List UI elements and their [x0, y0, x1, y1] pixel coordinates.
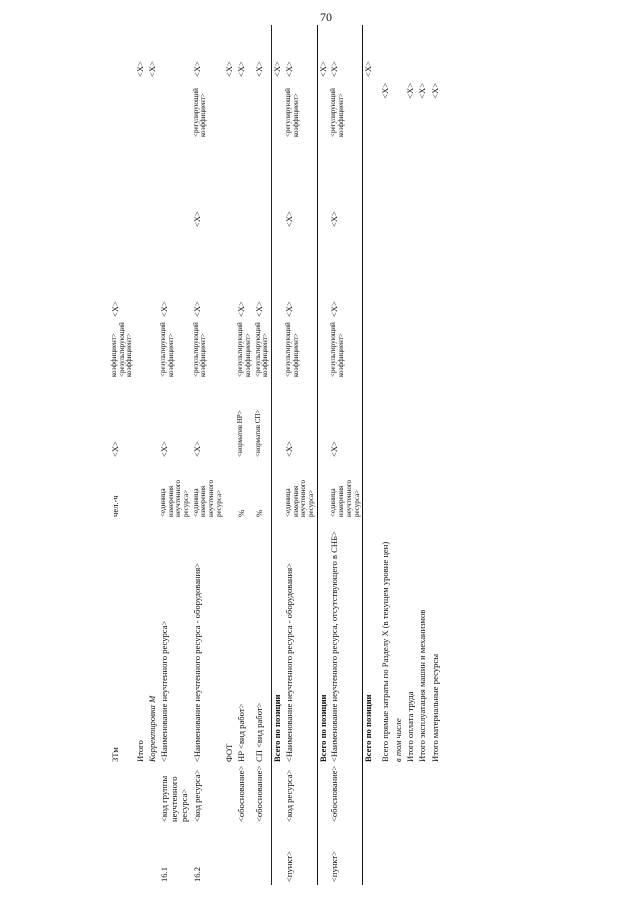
label-ztm: ЗТм	[110, 747, 120, 762]
ph-x: <X>	[146, 61, 157, 77]
row-coef: <результирующий коэффициент>	[283, 322, 300, 377]
label-vsego-po-pozicii: Всего по позиции	[271, 520, 283, 765]
estimate-table	[110, 25, 375, 885]
table-row	[271, 25, 283, 885]
list-item	[429, 25, 441, 885]
table-row	[224, 25, 236, 885]
ph-x: <X>	[158, 301, 169, 317]
ph-x: <X>	[135, 61, 146, 77]
row-unit: %	[253, 509, 264, 517]
row-coef: <результирующий коэффициент>	[329, 322, 346, 377]
row-norm: <норматив НР>	[236, 410, 245, 457]
row-code: <код ресурса>	[283, 769, 294, 822]
table-row	[135, 25, 147, 885]
total-label: в том числе	[392, 718, 403, 762]
page-number: 70	[320, 10, 332, 24]
row-name: СП <вид работ>	[253, 702, 264, 762]
ph-x: <X>	[191, 61, 202, 77]
ph-x: <X>	[283, 61, 294, 77]
row-name: <Наименование неучтенного ресурса - оборудования>	[283, 562, 294, 762]
row-coef: <результирующий коэффициент>	[191, 322, 208, 377]
label-itogo: Итого	[135, 740, 146, 762]
ph-x: <X>	[191, 211, 202, 227]
table-row	[284, 25, 317, 885]
row-code: <обоснование>	[253, 765, 264, 822]
row-code: <код ресурса>	[191, 769, 202, 822]
row-reg-coef: <регулирующий коэффициент>	[329, 88, 346, 137]
row-reg-coef: <регулирующий коэффициент>	[283, 88, 300, 137]
ph-x: <X>	[283, 441, 294, 457]
label-chel-ch: чел.-ч	[110, 495, 120, 517]
row-coef: <результирующий коэффициент>	[236, 322, 252, 377]
ph-x: <X>	[236, 61, 247, 77]
ph-x: <X>	[329, 301, 340, 317]
row-name: <Наименование неучтенного ресурса - оборудования>	[191, 562, 202, 762]
row-point: <пункт>	[283, 850, 294, 882]
ph-x: <X>	[236, 301, 247, 317]
label-vsego-po-pozicii: Всего по позиции	[317, 520, 329, 765]
row-unit: <единица измерения неучтенного ресурса>	[191, 479, 223, 517]
row-code: <код группы неучтенного ресурса>	[158, 775, 189, 822]
row-unit: <единица измерения неучтенного ресурса>	[329, 479, 361, 517]
ph-x: <X>	[380, 82, 391, 99]
ph-x: <X>	[158, 441, 169, 457]
row-name: <Наименование неучтенного ресурса, отсутствующего в СНБ>	[329, 531, 340, 762]
table-row	[192, 25, 225, 885]
row-norm: <норматив СП>	[253, 409, 262, 457]
ph-x: <X>	[191, 301, 202, 317]
row-name: НР <вид работ>	[236, 703, 247, 762]
row-unit: <единица измерения неучтенного ресурса>	[283, 479, 315, 517]
ph-x: <X>	[191, 441, 202, 457]
row-code: <обоснование>	[236, 765, 247, 822]
ph-x: <X>	[329, 211, 340, 227]
label-fot: ФОТ	[224, 743, 235, 762]
ph-x: <X>	[417, 82, 428, 99]
table-row	[317, 25, 329, 885]
ph-x: <X>	[429, 82, 440, 99]
total-label: Итого оплата труда	[404, 691, 415, 762]
totals-block	[379, 25, 441, 885]
ph-x: <X>	[224, 61, 235, 77]
total-label: Всего прямые затраты по Разделу X (в текущем уровне цен)	[380, 541, 391, 762]
row-point: <пункт>	[329, 850, 340, 882]
list-item	[392, 25, 404, 885]
ph-x: <X>	[363, 25, 375, 80]
row-number: 16.1	[158, 866, 169, 882]
row-coef: <результирующий коэффициент>	[158, 322, 175, 377]
ph-x: <X>	[110, 441, 120, 457]
coef-text: коэффициент>	[110, 333, 118, 377]
list-item	[404, 25, 416, 885]
row-number: 16.2	[191, 866, 202, 882]
coef-text: <результирующий коэффициент>	[117, 322, 134, 377]
total-label: Итого эксплуатация машин и механизмов	[417, 609, 428, 762]
table-row	[110, 25, 135, 885]
ph-x: <X>	[283, 211, 294, 227]
ph-x: <X>	[271, 25, 283, 80]
total-label: Итого материальные ресурсы	[429, 654, 440, 762]
row-unit: %	[236, 509, 247, 517]
row-code: <обоснование>	[329, 765, 340, 822]
row-reg-coef: <регулирующий коэффициент>	[191, 88, 208, 137]
list-item	[379, 25, 391, 885]
header-coef	[110, 320, 135, 380]
estimate-table-rotated	[110, 25, 570, 885]
ph-x: <X>	[253, 301, 264, 317]
list-item	[416, 25, 428, 885]
table-row	[363, 25, 375, 885]
table-row	[236, 25, 253, 885]
table-row	[254, 25, 272, 885]
row-coef: <результирующий коэффициент>	[253, 322, 270, 377]
table-row	[159, 25, 192, 885]
ph-x: <X>	[110, 301, 120, 317]
ph-x: <X>	[404, 82, 415, 99]
ph-x: <X>	[253, 61, 264, 77]
table-row	[329, 25, 362, 885]
row-name: <Наименование неучтенного ресурса>	[158, 620, 169, 762]
row-unit: <единица измерения неучтенного ресурса>	[158, 479, 190, 517]
ph-x: <X>	[329, 441, 340, 457]
table-row	[147, 25, 159, 885]
ph-x: <X>	[317, 25, 329, 80]
ph-x: <X>	[329, 61, 340, 77]
ph-x: <X>	[283, 301, 294, 317]
label-korrektirovka: Корректировка М	[146, 695, 157, 762]
label-vsego-po-pozicii: Всего по позиции	[363, 520, 375, 765]
